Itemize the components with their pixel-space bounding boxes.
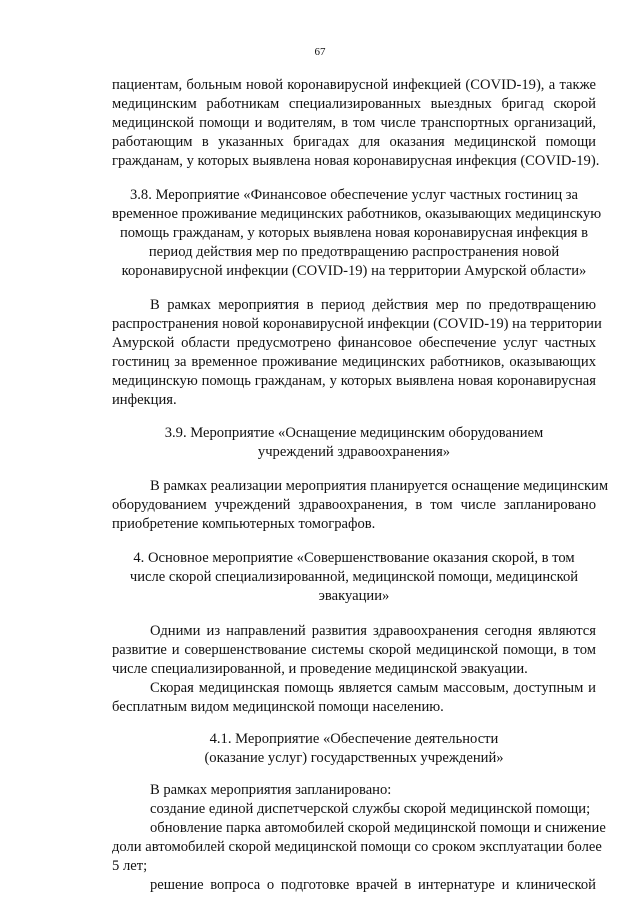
section-heading: коронавирусной инфекции (COVID-19) на территории Амурской области» xyxy=(121,263,587,279)
section-heading: период действия мер по предотвращению распространения новой xyxy=(148,244,560,260)
body-line: Одними из направлений развития здравоохранения сегодня являются xyxy=(150,623,596,639)
body-line: В рамках мероприятия в период действия мер по предотвращению xyxy=(150,297,596,313)
list-item: обновление парка автомобилей скорой медицинской помощи и снижение xyxy=(150,820,606,836)
body-line: числе специализированной, и проведение медицинской эвакуации. xyxy=(112,661,528,677)
body-line: работающим в указанных бригадах для оказания медицинской помощи xyxy=(112,134,596,150)
list-item: доли автомобилей скорой медицинской помощи со сроком эксплуатации более xyxy=(112,839,602,855)
section-heading: числе скорой специализированной, медицинской помощи, медицинской xyxy=(129,569,579,585)
body-line: Скорая медицинская помощь является самым массовым, доступным и xyxy=(150,680,596,696)
body-line: инфекция. xyxy=(112,392,177,408)
section-heading: временное проживание медицинских работников, оказывающих медицинскую xyxy=(112,206,602,222)
body-line: медицинским работникам специализированных выездных бригад скорой xyxy=(112,96,596,112)
section-heading: 4. Основное мероприятие «Совершенствование оказания скорой, в том xyxy=(133,550,575,566)
list-item: создание единой диспетчерской службы скорой медицинской помощи; xyxy=(150,801,591,817)
body-line: приобретение компьютерных томографов. xyxy=(112,516,376,532)
section-heading: помощь гражданам, у которых выявлена новая коронавирусная инфекция в xyxy=(119,225,589,241)
body-line: В рамках реализации мероприятия планируется оснащение медицинским xyxy=(150,478,609,494)
body-line: медицинскую помощь гражданам, у которых выявлена новая коронавирусная xyxy=(112,373,596,389)
section-heading: 3.9. Мероприятие «Оснащение медицинским оборудованием xyxy=(164,425,544,441)
section-heading: 4.1. Мероприятие «Обеспечение деятельности xyxy=(209,731,499,747)
section-heading: (оказание услуг) государственных учреждений» xyxy=(204,750,504,766)
page-number: 67 xyxy=(314,46,326,58)
section-heading: эвакуации» xyxy=(318,588,390,604)
body-line: бесплатным видом медицинской помощи населению. xyxy=(112,699,444,715)
body-line: пациентам, больным новой коронавирусной инфекцией (COVID-19), а также xyxy=(112,77,596,93)
body-line: Амурской области предусмотрено финансовое обеспечение услуг частных xyxy=(112,335,596,351)
section-heading: учреждений здравоохранения» xyxy=(257,444,451,460)
body-line: гражданам, у которых выявлена новая коронавирусная инфекция (COVID-19). xyxy=(112,153,600,169)
section-heading: 3.8. Мероприятие «Финансовое обеспечение услуг частных гостиниц за xyxy=(129,187,579,203)
list-item: решение вопроса о подготовке врачей в интернатуре и клинической xyxy=(150,877,596,893)
body-line: развитие и совершенствование системы скорой медицинской помощи, в том xyxy=(112,642,596,658)
body-line: В рамках мероприятия запланировано: xyxy=(150,782,392,798)
body-line: медицинской помощи и водителям, в том числе транспортных организаций, xyxy=(112,115,596,131)
body-line: гостиниц за временное проживание медицинских работников, оказывающих xyxy=(112,354,596,370)
body-line: распространения новой коронавирусной инфекции (COVID-19) на территории xyxy=(112,316,602,332)
list-item: 5 лет; xyxy=(112,858,148,874)
body-line: оборудованием учреждений здравоохранения, в том числе запланировано xyxy=(112,497,596,513)
